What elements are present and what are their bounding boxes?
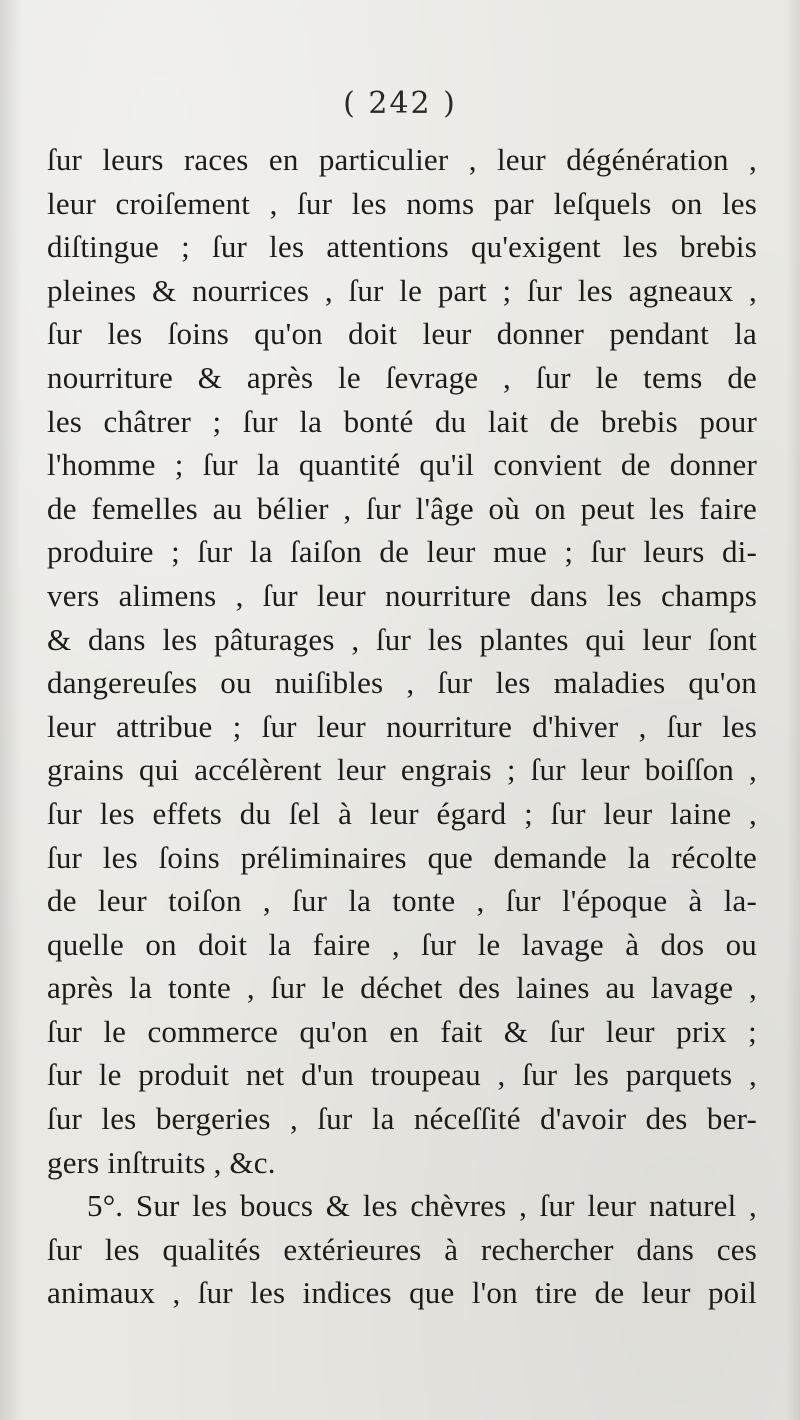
text-line: grains qui accélèrent leur engrais ; ſur leur boiſſon , xyxy=(47,752,757,788)
text-line: pleines & nourrices , ſur le part ; ſur les agneaux , xyxy=(47,272,757,308)
text-line: ſur le commerce qu'on en fait & ſur leur prix ; xyxy=(47,1013,757,1049)
paragraph-start-line: 5°. Sur les boucs & les chèvres , ſur leur naturel , xyxy=(87,1188,757,1224)
text-line: après la tonte , ſur le déchet des laines au lavage , xyxy=(47,970,757,1006)
text-line: nourriture & après le ſevrage , ſur le tems de xyxy=(47,359,757,395)
page-number: ( 242 ) xyxy=(343,86,457,121)
page-edge-shadow xyxy=(786,0,800,1420)
text-line: animaux , ſur les indices que l'on tire de leur poil xyxy=(47,1275,757,1311)
paragraph-end-line: gers inſtruits , &c. xyxy=(47,1144,276,1180)
text-line: ſur leurs races en particulier , leur dégénération , xyxy=(47,142,757,177)
text-line: vers alimens , ſur leur nourriture dans les champs xyxy=(47,577,757,613)
text-line: diſtingue ; ſur les attentions qu'exigent les brebis xyxy=(47,229,757,265)
text-line: ſur les qualités extérieures à rechercher dans ces xyxy=(47,1231,757,1267)
text-line: ſur les ſoins qu'on doit leur donner pendant la xyxy=(47,316,757,352)
text-line: produire ; ſur la ſaiſon de leur mue ; ſur leurs di- xyxy=(47,534,757,570)
page-gutter-shadow xyxy=(0,0,22,1420)
text-line: leur croiſement , ſur les noms par leſquels on les xyxy=(47,185,757,221)
text-line: ſur le produit net d'un troupeau , ſur les parquets , xyxy=(47,1057,757,1093)
text-line: leur attribue ; ſur leur nourriture d'hiver , ſur les xyxy=(47,708,757,744)
text-line: quelle on doit la faire , ſur le lavage à dos ou xyxy=(47,926,757,962)
text-line: dangereuſes ou nuiſibles , ſur les maladies qu'on xyxy=(47,665,757,701)
text-line: ſur les bergeries , ſur la néceſſité d'avoir des ber- xyxy=(47,1101,757,1137)
text-line: les châtrer ; ſur la bonté du lait de brebis pour xyxy=(47,403,757,439)
text-line: & dans les pâturages , ſur les plantes qui leur ſont xyxy=(47,621,757,657)
text-line: de leur toiſon , ſur la tonte , ſur l'époque à la- xyxy=(47,883,757,919)
body-text xyxy=(47,138,757,1315)
text-line: ſur les effets du ſel à leur égard ; ſur leur laine , xyxy=(47,795,757,831)
text-line: ſur les ſoins préliminaires que demande la récolte xyxy=(47,839,757,875)
text-line: de femelles au bélier , ſur l'âge où on peut les faire xyxy=(47,490,757,526)
text-line: l'homme ; ſur la quantité qu'il convient de donner xyxy=(47,447,757,483)
